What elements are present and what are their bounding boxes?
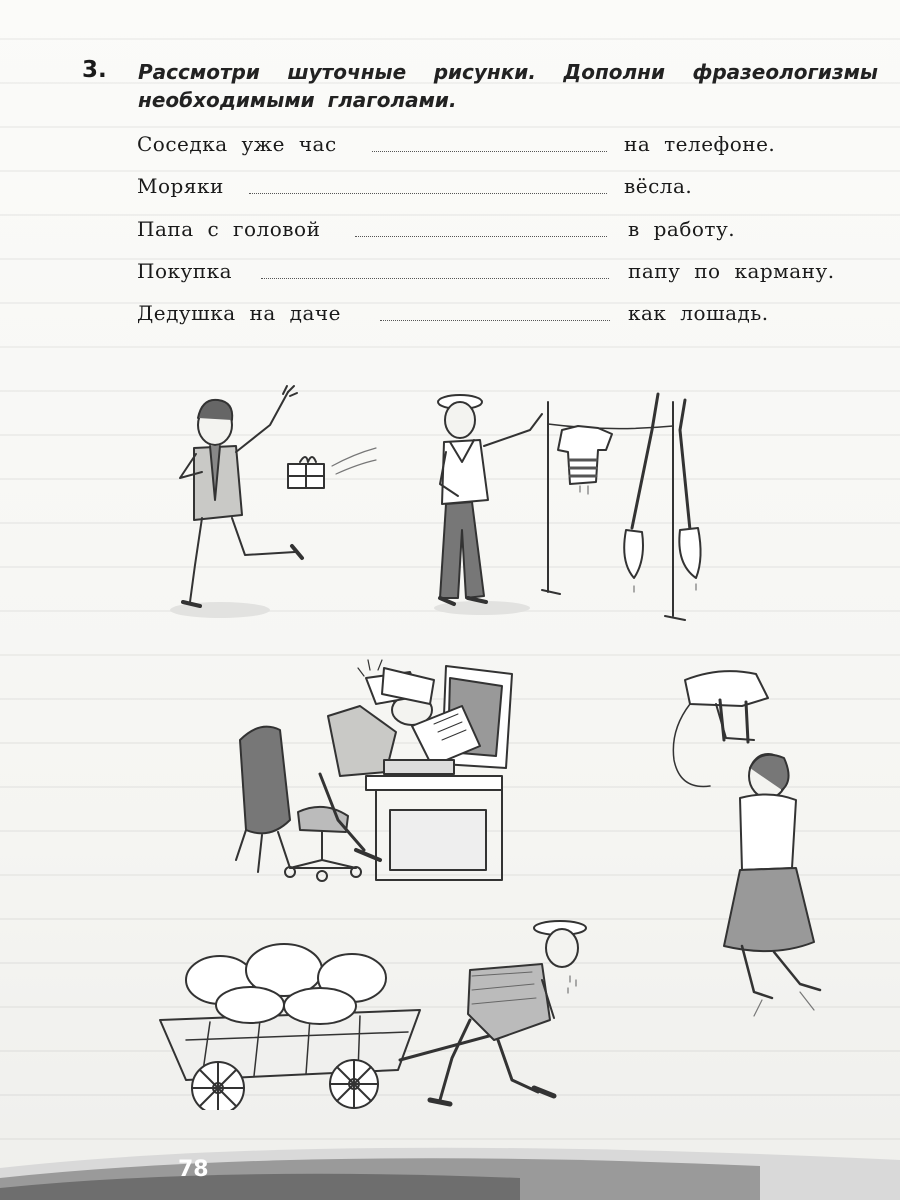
sentence-1-start: Соседка уже час bbox=[137, 132, 337, 156]
dancing-man-with-gift bbox=[170, 386, 376, 618]
sentence-2-end: вёсла. bbox=[624, 174, 693, 198]
answer-blank-4[interactable] bbox=[261, 278, 609, 279]
sentence-4-start: Покупка bbox=[137, 259, 233, 283]
man-buried-in-work bbox=[236, 660, 512, 881]
sentence-1-end: на телефоне. bbox=[624, 132, 776, 156]
sentence-5-end: как лошадь. bbox=[628, 301, 769, 325]
sentence-row-5 bbox=[137, 301, 877, 331]
exercise-instruction: Рассмотри шуточные рисунки. Дополни фразеологизмы необходимыми глаголами. bbox=[138, 60, 878, 112]
answer-blank-5[interactable] bbox=[380, 320, 610, 321]
grandfather-pulling-cart bbox=[160, 921, 586, 1110]
answer-blank-3[interactable] bbox=[355, 236, 607, 237]
sentence-row-4 bbox=[137, 259, 877, 289]
answer-blank-2[interactable] bbox=[249, 193, 607, 194]
joke-illustrations bbox=[150, 380, 880, 1110]
sentence-3-start: Папа с головой bbox=[137, 217, 321, 241]
sentence-5-start: Дедушка на даче bbox=[137, 301, 341, 325]
sentence-row-1 bbox=[137, 132, 877, 162]
sentence-row-2 bbox=[137, 174, 877, 204]
woman-hanging-on-telephone bbox=[673, 671, 820, 1016]
page-number: 78 bbox=[178, 1157, 209, 1182]
footer-band bbox=[0, 1138, 900, 1200]
answer-blank-1[interactable] bbox=[372, 151, 607, 152]
sentence-4-end: папу по карману. bbox=[628, 259, 835, 283]
sentence-row-3 bbox=[137, 217, 877, 247]
exercise-number: 3. bbox=[82, 57, 107, 83]
sentence-3-end: в работу. bbox=[628, 217, 736, 241]
sailor-drying-oars bbox=[434, 394, 701, 620]
sentence-2-start: Моряки bbox=[137, 174, 224, 198]
